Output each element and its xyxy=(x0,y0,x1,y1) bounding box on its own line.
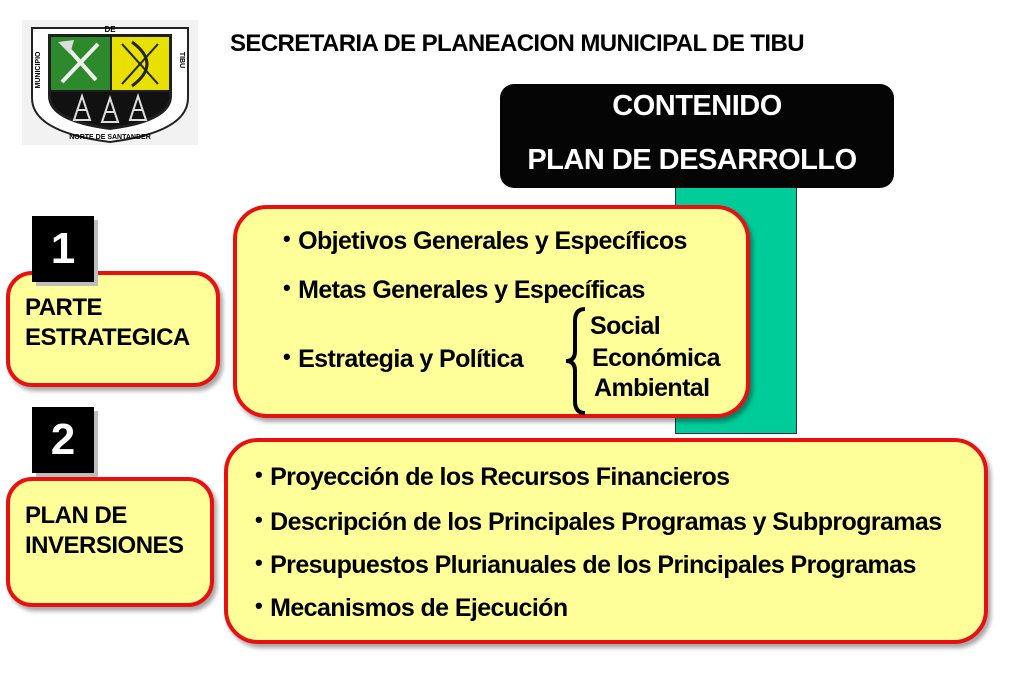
logo-text-de: DE xyxy=(104,25,116,34)
section-2-item-text: Proyección de los Recursos Financieros xyxy=(270,463,730,491)
section-2-item xyxy=(255,593,568,623)
bullet-icon: • xyxy=(255,550,263,575)
contents-title: CONTENIDO xyxy=(612,90,782,122)
municipal-logo xyxy=(22,20,198,145)
section-1-item xyxy=(283,226,687,256)
logo-text-tibu: TIBU xyxy=(178,51,185,69)
bullet-icon: • xyxy=(255,462,263,487)
section-2-item xyxy=(255,507,942,537)
left-brace-icon xyxy=(563,307,591,415)
section-1-item-text: Metas Generales y Específicas xyxy=(298,276,645,304)
section-1-label-line2: ESTRATEGICA xyxy=(25,324,190,351)
bullet-icon: • xyxy=(283,226,291,251)
section-2-number-badge: 2 xyxy=(32,407,94,473)
section-2-label xyxy=(25,501,184,561)
bullet-icon: • xyxy=(255,593,263,618)
contents-header-box xyxy=(500,84,894,188)
section-1-item-text: Objetivos Generales y Específicos xyxy=(298,227,687,255)
section-2-item-text: Mecanismos de Ejecución xyxy=(270,594,568,622)
bullet-icon: • xyxy=(283,344,291,369)
section-2-item xyxy=(255,462,729,492)
section-1-item xyxy=(283,344,523,374)
page-title: SECRETARIA DE PLANEACION MUNICIPAL DE TIBU xyxy=(230,30,804,57)
bullet-icon: • xyxy=(283,275,291,300)
bullet-icon: • xyxy=(255,507,263,532)
section-2-label-line1: PLAN DE xyxy=(25,502,127,529)
section-2-item-text: Descripción de los Principales Programas y Subprogramas xyxy=(270,508,942,536)
section-1-item xyxy=(283,275,645,305)
strategy-dimension: Económica xyxy=(592,344,720,372)
strategy-dimension: Ambiental xyxy=(594,374,710,402)
section-2-item-text: Presupuestos Plurianuales de los Principales Programas xyxy=(270,551,916,579)
contents-subtitle: PLAN DE DESARROLLO xyxy=(527,144,857,176)
section-1-label-line1: PARTE xyxy=(25,294,103,321)
strategy-dimension: Social xyxy=(590,312,661,340)
logo-text-municipio: MUNICIPIO xyxy=(35,51,42,89)
section-1-number-badge: 1 xyxy=(32,216,94,282)
section-1-item-text: Estrategia y Política xyxy=(298,345,524,373)
section-2-item xyxy=(255,550,916,580)
section-2-label-line2: INVERSIONES xyxy=(25,532,184,559)
logo-text-department: NORTE DE SANTANDER xyxy=(69,134,151,141)
section-1-label xyxy=(25,293,190,353)
